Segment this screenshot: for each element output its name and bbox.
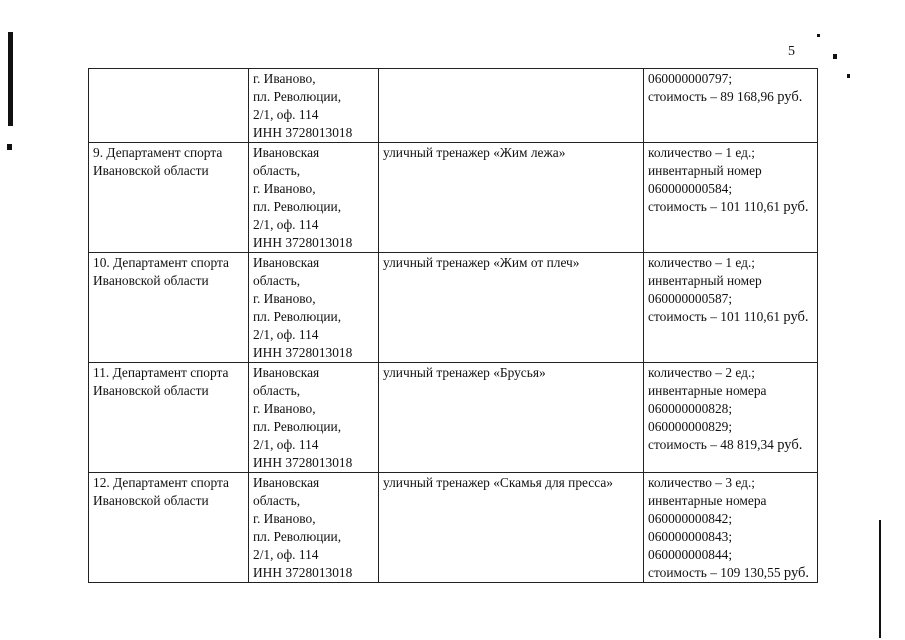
organization-cell — [89, 253, 249, 363]
item-name: уличный тренажер «Жим от плеч» — [383, 255, 580, 270]
details-cell — [644, 363, 818, 473]
organization-line: Ивановской области — [93, 163, 209, 178]
item-name: уличный тренажер «Брусья» — [383, 365, 546, 380]
address-cell — [249, 143, 379, 253]
details-line: инвентарный номер — [648, 273, 762, 288]
address-line: Ивановская — [253, 365, 320, 380]
details-line: инвентарные номера — [648, 493, 767, 508]
cost-line — [648, 198, 813, 216]
currency-label: руб. — [777, 89, 803, 105]
cost-value: стоимость – 89 168,96 — [648, 89, 774, 104]
table-row — [89, 363, 818, 473]
address-line: 2/1, оф. 114 — [253, 217, 319, 232]
address-line: 2/1, оф. 114 — [253, 327, 319, 342]
table-row — [89, 69, 818, 143]
address-line: ИНН 3728013018 — [253, 125, 353, 140]
cost-line — [648, 88, 813, 106]
address-line: область, — [253, 163, 301, 178]
details-line: количество – 1 ед.; — [648, 255, 756, 270]
address-line: пл. Революции, — [253, 309, 342, 324]
address-line: область, — [253, 493, 301, 508]
currency-label: руб. — [783, 199, 809, 215]
cost-value: стоимость – 101 110,61 — [648, 199, 781, 214]
address-line: ИНН 3728013018 — [253, 235, 353, 250]
currency-label: руб. — [783, 309, 809, 325]
cost-value: стоимость – 109 130,55 — [648, 565, 781, 580]
details-line: 060000000844; — [648, 547, 733, 562]
item-name: уличный тренажер «Скамья для пресса» — [383, 475, 613, 490]
address-line: ИНН 3728013018 — [253, 455, 353, 470]
table-row — [89, 143, 818, 253]
details-line: инвентарный номер — [648, 163, 762, 178]
address-line: ИНН 3728013018 — [253, 345, 353, 360]
property-table — [88, 68, 818, 583]
address-line: Ивановская — [253, 255, 320, 270]
address-line: 2/1, оф. 114 — [253, 437, 319, 452]
scan-edge-mark — [8, 32, 13, 126]
details-line: количество – 2 ед.; — [648, 365, 756, 380]
address-line: ИНН 3728013018 — [253, 565, 353, 580]
address-cell — [249, 363, 379, 473]
details-cell — [644, 69, 818, 143]
details-cell — [644, 143, 818, 253]
address-line: 2/1, оф. 114 — [253, 107, 319, 122]
organization-cell — [89, 143, 249, 253]
scan-speck — [847, 74, 850, 78]
details-line: 060000000584; — [648, 181, 733, 196]
details-line: количество – 3 ед.; — [648, 475, 756, 490]
address-line: г. Иваново, — [253, 71, 316, 86]
address-line: область, — [253, 383, 301, 398]
organization-line: Ивановской области — [93, 493, 209, 508]
item-cell — [379, 253, 644, 363]
item-cell — [379, 143, 644, 253]
details-line: 060000000842; — [648, 511, 733, 526]
address-line: область, — [253, 273, 301, 288]
address-line: пл. Революции, — [253, 199, 342, 214]
organization-line: Ивановской области — [93, 383, 209, 398]
currency-label: руб. — [783, 565, 810, 581]
details-line: 060000000843; — [648, 529, 733, 544]
details-line: инвентарные номера — [648, 383, 767, 398]
scan-speck — [833, 54, 837, 59]
cost-line — [648, 436, 813, 454]
organization-line: 9. Департамент спорта — [93, 145, 223, 160]
cost-value: стоимость – 48 819,34 — [648, 437, 774, 452]
item-cell — [379, 69, 644, 143]
details-cell — [644, 253, 818, 363]
page-number: 5 — [788, 44, 795, 59]
address-cell — [249, 69, 379, 143]
details-line: 060000000587; — [648, 291, 733, 306]
address-line: г. Иваново, — [253, 401, 316, 416]
item-name: уличный тренажер «Жим лежа» — [383, 145, 566, 160]
item-cell — [379, 363, 644, 473]
organization-line: 12. Департамент спорта — [93, 475, 229, 490]
organization-line: 10. Департамент спорта — [93, 255, 229, 270]
details-line: 060000000828; — [648, 401, 733, 416]
address-line: 2/1, оф. 114 — [253, 547, 319, 562]
address-line: пл. Революции, — [253, 89, 342, 104]
details-line: 060000000797; — [648, 71, 733, 86]
address-cell — [249, 473, 379, 583]
organization-cell — [89, 69, 249, 143]
cost-line — [648, 564, 813, 582]
address-line: Ивановская — [253, 475, 320, 490]
cost-line — [648, 308, 813, 326]
details-line: 060000000829; — [648, 419, 733, 434]
organization-line: 11. Департамент спорта — [93, 365, 229, 380]
address-line: г. Иваново, — [253, 181, 316, 196]
item-cell — [379, 473, 644, 583]
table-row — [89, 253, 818, 363]
address-line: пл. Революции, — [253, 529, 342, 544]
currency-label: руб. — [777, 437, 803, 453]
organization-cell — [89, 363, 249, 473]
table-row — [89, 473, 818, 583]
organization-line: Ивановской области — [93, 273, 209, 288]
address-cell — [249, 253, 379, 363]
organization-cell — [89, 473, 249, 583]
details-cell — [644, 473, 818, 583]
scan-edge-line — [879, 520, 881, 638]
details-line: количество – 1 ед.; — [648, 145, 756, 160]
address-line: Ивановская — [253, 145, 320, 160]
scan-edge-dot — [7, 144, 12, 150]
address-line: г. Иваново, — [253, 511, 316, 526]
address-line: пл. Революции, — [253, 419, 342, 434]
scan-speck — [817, 34, 820, 37]
cost-value: стоимость – 101 110,61 — [648, 309, 781, 324]
address-line: г. Иваново, — [253, 291, 316, 306]
